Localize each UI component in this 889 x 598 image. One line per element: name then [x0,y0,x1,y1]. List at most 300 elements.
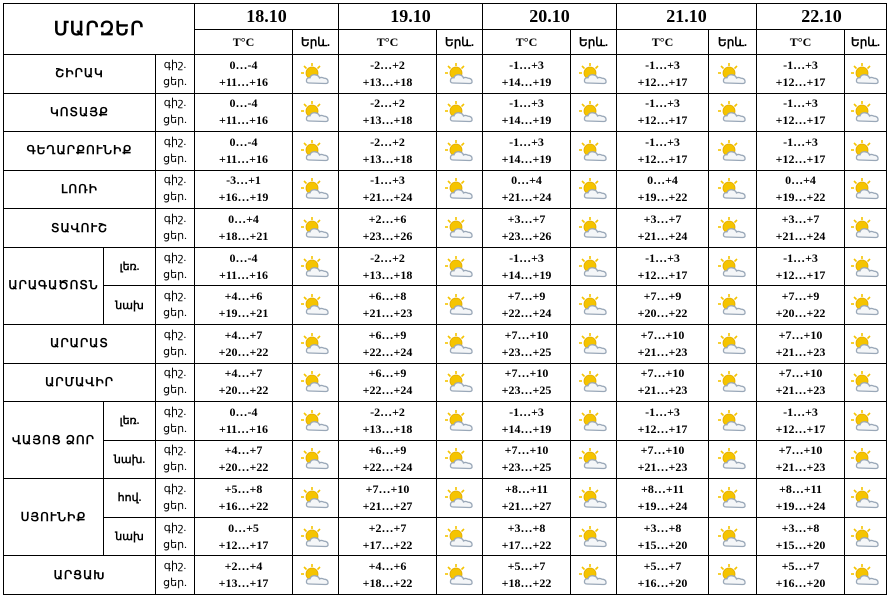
temperature-cell [339,55,437,94]
night-temperature: 0…+4 [647,173,678,188]
weather-icon-cell [293,55,339,94]
weather-icon-cell [437,247,483,286]
partly-cloudy-sun-icon [717,177,749,201]
day-temperature: +12…+17 [637,267,688,282]
temperature-cell [757,93,845,132]
weather-icon-cell [571,132,617,171]
night-temperature: +3…+8 [781,520,820,535]
night-temperature: -1…+3 [645,404,680,419]
forecast-row [4,402,887,441]
temperature-cell [195,93,293,132]
day-temperature: +21…+23 [775,344,826,359]
temperature-cell [617,209,709,248]
regions-header: ՄԱՐԶԵՐ [4,4,195,55]
temperature-cell [617,286,709,325]
weather-icon-cell [293,324,339,363]
weather-icon-cell [709,479,757,518]
temperature-cell [617,517,709,556]
weather-icon-cell [293,93,339,132]
day-temperature: +22…+24 [362,344,413,359]
temperature-cell [195,55,293,94]
night-temperature: +8…+11 [504,481,548,496]
weather-icon-cell [571,209,617,248]
night-temperature: -1…+3 [509,96,544,111]
forecast-row [4,209,887,248]
yerevan-column-header: Երև. [437,30,483,55]
day-temperature: +13…+18 [362,113,413,128]
night-temperature: 0…-4 [229,57,258,72]
weather-icon-cell [571,440,617,479]
weather-icon-cell [845,363,887,402]
temperature-cell [617,170,709,209]
weather-icon-cell [571,556,617,595]
night-label: գիշ. [163,290,187,303]
partly-cloudy-sun-icon [444,486,476,510]
date-header: 20.10 [483,4,617,30]
partly-cloudy-sun-icon [578,447,610,471]
partly-cloudy-sun-icon [444,409,476,433]
weather-icon-cell [571,517,617,556]
night-label: գիշ. [163,135,187,148]
day-label: ցեր. [163,577,187,590]
forecast-row [4,170,887,209]
night-temperature: -1…+3 [645,134,680,149]
weather-icon-cell [845,132,887,171]
day-label: ցեր. [163,422,187,435]
weather-icon-cell [709,286,757,325]
night-temperature: +3…+8 [507,520,546,535]
night-temperature: +8…+11 [640,481,684,496]
day-temperature: +23…+26 [362,229,413,244]
weather-icon-cell [293,363,339,402]
day-temperature: +22…+24 [362,383,413,398]
yerevan-column-header: Երև. [293,30,339,55]
night-temperature: +3…+7 [643,212,682,227]
day-label: ցեր. [163,384,187,397]
weather-icon-cell [293,209,339,248]
partly-cloudy-sun-icon [717,293,749,317]
period-labels [156,324,195,363]
night-temperature: +7…+10 [365,481,410,496]
region-name: ԿՈՏԱՅՔ [4,93,156,132]
forecast-table [3,3,887,595]
partly-cloudy-sun-icon [850,62,882,86]
day-temperature: +18…+22 [501,576,552,591]
temperature-cell [195,324,293,363]
day-temperature: +14…+19 [501,267,552,282]
temperature-cell [617,324,709,363]
weather-icon-cell [437,170,483,209]
region-name: ԱՐԱՐԱՏ [4,324,156,363]
day-label: ցեր. [163,230,187,243]
night-temperature: 0…-4 [229,96,258,111]
yerevan-column-header: Երև. [845,30,887,55]
day-temperature: +23…+26 [501,229,552,244]
partly-cloudy-sun-icon [300,525,332,549]
partly-cloudy-sun-icon [578,216,610,240]
night-temperature: -1…+3 [783,134,818,149]
temperature-cell [195,286,293,325]
forecast-row [4,247,887,286]
weather-icon-cell [437,55,483,94]
period-labels [156,363,195,402]
day-temperature: +21…+24 [501,190,552,205]
subregion-name: լեռ. [104,247,156,286]
day-temperature: +12…+17 [637,113,688,128]
night-temperature: +2…+4 [224,559,263,574]
forecast-row [4,479,887,518]
day-temperature: +21…+27 [362,498,413,513]
night-temperature: +5…+7 [781,559,820,574]
temperature-cell [195,479,293,518]
temperature-cell [195,363,293,402]
temperature-cell [195,556,293,595]
weather-icon-cell [845,517,887,556]
night-temperature: +4…+6 [368,559,407,574]
temperature-cell [757,363,845,402]
weather-icon-cell [709,402,757,441]
temperature-cell [483,479,571,518]
temperature-cell [757,247,845,286]
day-temperature: +12…+17 [775,113,826,128]
partly-cloudy-sun-icon [578,177,610,201]
day-temperature: +11…+16 [218,74,268,89]
partly-cloudy-sun-icon [578,255,610,279]
day-temperature: +21…+23 [637,460,688,475]
forecast-row [4,132,887,171]
period-labels [156,132,195,171]
night-temperature: +7…+10 [640,327,685,342]
weather-icon-cell [571,55,617,94]
night-temperature: 0…-4 [229,250,258,265]
day-temperature: +21…+23 [775,460,826,475]
temperature-cell [483,93,571,132]
weather-icon-cell [709,363,757,402]
temperature-cell [483,363,571,402]
temperature-cell [483,55,571,94]
weather-icon-cell [709,517,757,556]
weather-icon-cell [437,93,483,132]
partly-cloudy-sun-icon [717,447,749,471]
night-temperature: -1…+3 [645,57,680,72]
partly-cloudy-sun-icon [444,177,476,201]
partly-cloudy-sun-icon [300,293,332,317]
temperature-cell [195,402,293,441]
weather-icon-cell [571,247,617,286]
temperature-cell [757,556,845,595]
temperature-cell [483,517,571,556]
night-label: գիշ. [163,58,187,71]
forecast-row [4,93,887,132]
region-name: ԼՈՌԻ [4,170,156,209]
day-temperature: +11…+16 [218,267,268,282]
temp-column-header: T°C [617,30,709,55]
weather-icon-cell [293,286,339,325]
date-header: 22.10 [757,4,887,30]
temperature-cell [483,132,571,171]
weather-icon-cell [709,132,757,171]
partly-cloudy-sun-icon [717,409,749,433]
day-temperature: +15…+20 [637,537,688,552]
day-label: ցեր. [163,114,187,127]
partly-cloudy-sun-icon [717,139,749,163]
day-temperature: +11…+16 [218,421,268,436]
partly-cloudy-sun-icon [850,409,882,433]
temperature-cell [757,479,845,518]
forecast-row [4,517,887,556]
night-temperature: +4…+7 [224,443,263,458]
temperature-cell [757,55,845,94]
day-temperature: +12…+17 [218,537,269,552]
weather-icon-cell [709,55,757,94]
day-temperature: +21…+23 [637,383,688,398]
temperature-cell [339,517,437,556]
partly-cloudy-sun-icon [300,100,332,124]
day-temperature: +20…+22 [637,306,688,321]
night-label: գիշ. [163,560,187,573]
day-label: ցեր. [163,461,187,474]
temperature-cell [757,209,845,248]
weather-icon-cell [571,93,617,132]
weather-icon-cell [437,209,483,248]
forecast-row [4,363,887,402]
weather-icon-cell [437,556,483,595]
day-temperature: +13…+18 [362,267,413,282]
temperature-cell [339,556,437,595]
weather-icon-cell [709,440,757,479]
day-temperature: +13…+18 [362,74,413,89]
night-temperature: -3…+1 [226,173,261,188]
night-temperature: +6…+9 [368,366,407,381]
day-temperature: +18…+22 [362,576,413,591]
temperature-cell [483,440,571,479]
period-labels [156,286,195,325]
temp-column-header: T°C [757,30,845,55]
partly-cloudy-sun-icon [578,370,610,394]
weather-icon-cell [571,363,617,402]
day-temperature: +20…+22 [218,460,269,475]
partly-cloudy-sun-icon [578,62,610,86]
temperature-cell [339,247,437,286]
temperature-cell [617,479,709,518]
night-temperature: +5…+7 [643,559,682,574]
temperature-cell [617,556,709,595]
temperature-cell [617,132,709,171]
night-temperature: 0…-4 [229,404,258,419]
day-label: ցեր. [163,75,187,88]
weather-icon-cell [709,247,757,286]
partly-cloudy-sun-icon [300,255,332,279]
temperature-cell [617,93,709,132]
weather-icon-cell [709,209,757,248]
night-temperature: -1…+3 [645,250,680,265]
weather-icon-cell [293,402,339,441]
day-temperature: +11…+16 [218,151,268,166]
day-temperature: +12…+17 [637,74,688,89]
partly-cloudy-sun-icon [444,332,476,356]
region-name: ՏԱՎՈՒՇ [4,209,156,248]
weather-icon-cell [437,132,483,171]
forecast-row [4,55,887,94]
day-temperature: +13…+17 [218,576,269,591]
temperature-cell [339,440,437,479]
day-temperature: +23…+25 [501,383,552,398]
weather-icon-cell [437,517,483,556]
night-temperature: +7…+10 [504,366,549,381]
weather-icon-cell [709,170,757,209]
day-temperature: +19…+22 [775,190,826,205]
partly-cloudy-sun-icon [578,563,610,587]
yerevan-column-header: Երև. [709,30,757,55]
partly-cloudy-sun-icon [850,447,882,471]
night-temperature: +8…+11 [778,481,822,496]
weather-icon-cell [293,170,339,209]
temperature-cell [617,402,709,441]
temperature-cell [757,324,845,363]
day-temperature: +17…+22 [362,537,413,552]
weather-icon-cell [845,402,887,441]
period-labels [156,556,195,595]
day-temperature: +20…+22 [218,383,269,398]
night-temperature: +7…+10 [640,366,685,381]
forecast-row [4,324,887,363]
night-temperature: +7…+10 [778,366,823,381]
day-temperature: +16…+20 [637,576,688,591]
day-temperature: +18…+21 [218,229,269,244]
weather-icon-cell [845,170,887,209]
night-temperature: -1…+3 [783,404,818,419]
night-label: գիշ. [163,174,187,187]
temperature-cell [195,209,293,248]
partly-cloudy-sun-icon [717,100,749,124]
night-temperature: +7…+9 [781,289,820,304]
temperature-cell [195,517,293,556]
region-name: ՎԱՅՈՑ ՁՈՐ [4,402,104,479]
weather-icon-cell [571,402,617,441]
temperature-cell [617,440,709,479]
temperature-cell [617,247,709,286]
day-temperature: +22…+24 [362,460,413,475]
partly-cloudy-sun-icon [717,486,749,510]
day-label: ցեր. [163,307,187,320]
weather-icon-cell [571,286,617,325]
day-temperature: +16…+19 [218,190,269,205]
day-temperature: +19…+21 [218,306,269,321]
weather-icon-cell [845,479,887,518]
night-temperature: -1…+3 [370,173,405,188]
night-temperature: +7…+9 [643,289,682,304]
temperature-cell [195,247,293,286]
night-temperature: +3…+7 [781,212,820,227]
temperature-cell [483,402,571,441]
temperature-cell [617,55,709,94]
night-temperature: +4…+6 [224,289,263,304]
day-temperature: +21…+23 [362,306,413,321]
night-label: գիշ. [163,97,187,110]
weather-icon-cell [709,93,757,132]
day-temperature: +20…+22 [775,306,826,321]
subregion-name: նախ [104,286,156,325]
day-temperature: +12…+17 [775,421,826,436]
partly-cloudy-sun-icon [300,409,332,433]
night-temperature: 0…+4 [228,212,259,227]
night-temperature: +5…+8 [224,481,263,496]
partly-cloudy-sun-icon [300,139,332,163]
partly-cloudy-sun-icon [444,293,476,317]
night-temperature: 0…+5 [228,520,259,535]
partly-cloudy-sun-icon [850,139,882,163]
partly-cloudy-sun-icon [444,255,476,279]
night-label: գիշ. [163,328,187,341]
day-temperature: +21…+27 [501,498,552,513]
night-temperature: +6…+9 [368,443,407,458]
forecast-row [4,286,887,325]
day-temperature: +14…+19 [501,421,552,436]
partly-cloudy-sun-icon [444,525,476,549]
night-label: գիշ. [163,213,187,226]
region-name: ՍՅՈՒՆԻՔ [4,479,104,556]
weather-icon-cell [293,479,339,518]
night-temperature: -2…+2 [370,96,405,111]
night-label: գիշ. [163,521,187,534]
night-label: գիշ. [163,251,187,264]
night-label: գիշ. [163,444,187,457]
night-temperature: 0…+4 [785,173,816,188]
partly-cloudy-sun-icon [444,370,476,394]
night-temperature: -1…+3 [509,57,544,72]
period-labels [156,440,195,479]
weather-icon-cell [845,55,887,94]
date-header: 21.10 [617,4,757,30]
partly-cloudy-sun-icon [850,370,882,394]
partly-cloudy-sun-icon [300,447,332,471]
night-temperature: -1…+3 [509,250,544,265]
temp-column-header: T°C [339,30,437,55]
subregion-name: նախ. [104,440,156,479]
night-temperature: +7…+10 [504,327,549,342]
partly-cloudy-sun-icon [444,139,476,163]
day-temperature: +21…+23 [637,344,688,359]
day-temperature: +12…+17 [775,74,826,89]
night-temperature: +5…+7 [507,559,546,574]
period-labels [156,55,195,94]
night-temperature: -1…+3 [645,96,680,111]
subregion-name: հով. [104,479,156,518]
night-temperature: 0…+4 [511,173,542,188]
partly-cloudy-sun-icon [444,563,476,587]
region-name: ԱՐՑԱԽ [4,556,156,595]
night-temperature: +6…+8 [368,289,407,304]
night-temperature: +2…+7 [368,520,407,535]
temperature-cell [483,170,571,209]
temperature-cell [339,286,437,325]
night-temperature: +2…+6 [368,212,407,227]
day-label: ցեր. [163,268,187,281]
partly-cloudy-sun-icon [850,563,882,587]
day-temperature: +14…+19 [501,74,552,89]
temp-column-header: T°C [483,30,571,55]
night-temperature: -1…+3 [509,134,544,149]
weather-icon-cell [571,324,617,363]
partly-cloudy-sun-icon [300,177,332,201]
day-label: ցեր. [163,499,187,512]
partly-cloudy-sun-icon [300,62,332,86]
weather-icon-cell [571,170,617,209]
temperature-cell [339,402,437,441]
weather-icon-cell [293,440,339,479]
period-labels [156,93,195,132]
temperature-cell [757,440,845,479]
